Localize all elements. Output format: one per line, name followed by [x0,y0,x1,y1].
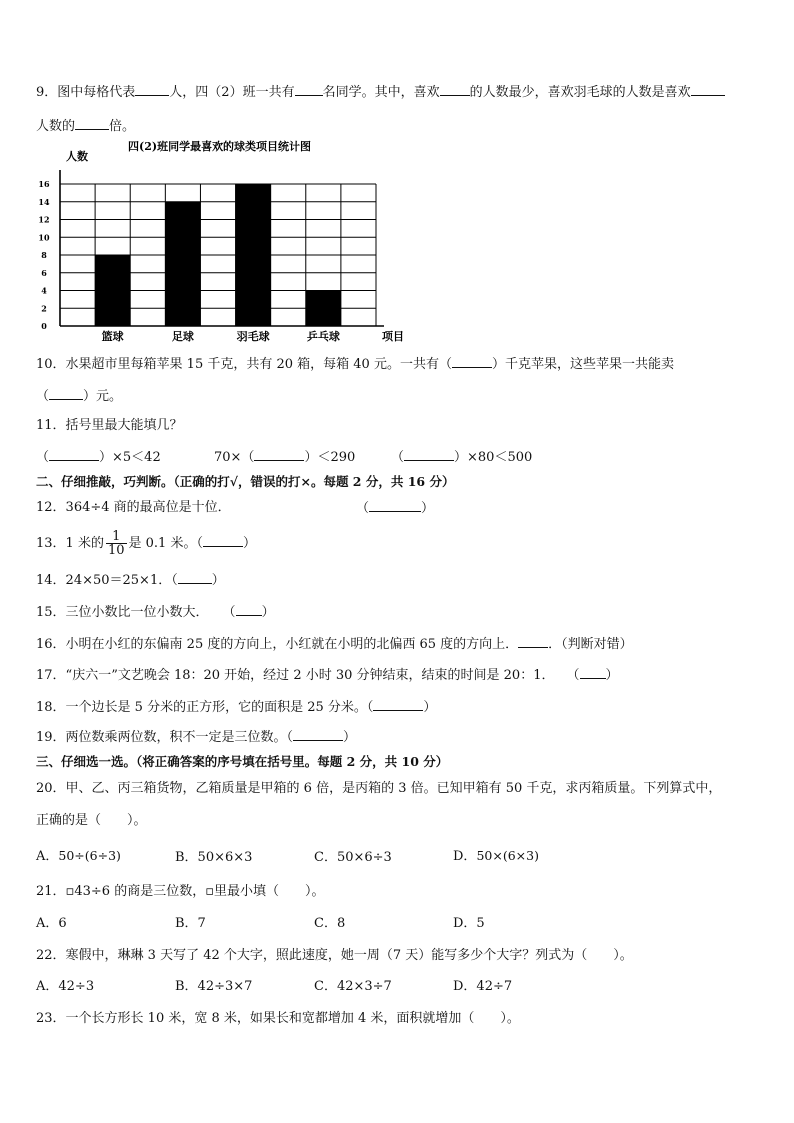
question-11-title: 11．括号里最大能填几？ [36,418,183,433]
y-axis-label: 人数 [66,150,88,163]
x-tick-label: 篮球 [101,330,124,343]
question-20-line-1: 20．甲、乙、丙三箱货物，乙箱质量是甲箱的 6 倍，是丙箱的 3 倍。已知甲箱有 50 千克，求丙箱质量。下列算式中， [36,781,722,796]
question-20-line-2: 正确的是（ ）。 [36,813,147,828]
question-15: 15．三位小数比一位小数大． （ ） [36,605,275,620]
x-tick-label: 足球 [171,330,194,343]
y-tick-label: 4 [41,285,47,296]
y-tick-label: 12 [38,214,50,225]
bar-3 [236,184,271,326]
y-tick-label: 2 [41,303,47,314]
question-9-line-1: 9．图中每格代表 人，四（2）班一共有 名同学。其中，喜欢 的人数最少，喜欢羽毛球的人数是喜欢 [36,84,725,101]
answer-blank[interactable] [75,118,109,130]
answer-blank[interactable] [203,535,243,547]
answer-blank[interactable] [369,500,421,512]
y-tick-label: 8 [41,250,47,260]
question-11-item-c: （ ）×80＜500 [391,450,533,465]
answer-blank[interactable] [691,84,725,96]
question-23: 23．一个长方形长 10 米，宽 8 米，如果长和宽都增加 4 米，面积就增加（ ）。 [36,1011,520,1026]
q22-option-c[interactable]: C．42×3÷7 [314,979,392,994]
question-10-line-1: 10．水果超市里每箱苹果 15 千克，共有 20 箱，每箱 40 元。一共有（ ）千克苹果，这些苹果一共能卖 [36,357,674,372]
question-12-answer: （ ） [356,501,435,516]
answer-blank[interactable] [293,729,343,741]
question-18: 18．一个边长是 5 分米的正方形，它的面积是 25 分米。（ ） [36,700,437,715]
bar-chart [30,136,410,346]
q22-option-a[interactable]: A．42÷3 [36,979,95,994]
q21-option-a[interactable]: A．6 [36,916,67,931]
question-10-line-2: （ ）元。 [36,389,123,404]
answer-blank[interactable] [135,84,169,96]
answer-blank[interactable] [580,667,606,679]
question-11-item-b: 70×（ ）＜290 [214,450,356,465]
y-tick-label: 16 [38,179,50,189]
answer-blank[interactable] [440,84,470,96]
answer-blank[interactable] [49,388,83,400]
question-12: 12．364÷4 商的最高位是十位． [36,500,231,515]
x-tick-label: 羽毛球 [236,330,270,343]
question-13: 13．1 米的 $\frac{1}{10}$ 是 0.1 米。（ ） [36,529,256,558]
answer-blank[interactable] [373,699,423,711]
answer-blank[interactable] [49,449,99,461]
fraction-one-tenth: $\frac{1}{10}$ [107,529,125,558]
bar-4 [306,291,341,327]
q20-option-b[interactable]: B．50×6×3 [175,850,253,865]
question-14: 14．24×50＝25×1．（ ） [36,573,225,588]
question-11-item-a: （ ）×5＜42 [36,450,161,465]
q20-option-c[interactable]: C．50×6÷3 [314,850,392,865]
answer-blank[interactable] [236,604,262,616]
y-tick-label: 0 [41,321,47,331]
question-19: 19．两位数乘两位数，积不一定是三位数。（ ） [36,730,357,745]
q22-option-d[interactable]: D．42÷7 [453,979,513,994]
q20-option-d[interactable]: D．50×(6×3) [453,848,539,864]
y-tick-label: 10 [38,232,50,243]
answer-blank[interactable] [254,449,304,461]
x-axis-label: 项目 [382,330,404,343]
y-tick-label: 6 [41,267,47,278]
section-3-heading: 三、仔细选一选。（将正确答案的序号填在括号里。每题 2 分，共 10 分） [36,754,449,769]
question-16: 16．小明在小红的东偏南 25 度的方向上，小红就在小明的北偏西 65 度的方向上． ．（判断对错） [36,637,633,652]
question-9-line-2: 人数的 倍。 [36,119,136,134]
answer-blank[interactable] [295,84,323,96]
question-17: 17．“庆六一”文艺晚会 18：20 开始，经过 2 小时 30 分钟结束，结束的时间是 20：1． （ ） [36,668,619,683]
chart-title: 四(2)班同学最喜欢的球类项目统计图 [128,140,312,153]
answer-blank[interactable] [452,356,492,368]
y-tick-label: 14 [38,196,50,207]
question-21: 21．▫43÷6 的商是三位数，▫里最小填（ ）。 [36,884,325,899]
question-22: 22．寒假中，琳琳 3 天写了 42 个大字，照此速度，她一周（7 天）能写多少个大字？列式为（ ）。 [36,948,633,963]
q21-option-d[interactable]: D．5 [453,916,485,931]
answer-blank[interactable] [404,449,454,461]
q20-option-a[interactable]: A．50÷(6÷3) [36,848,121,864]
q21-option-b[interactable]: B．7 [175,916,206,931]
section-2-heading: 二、仔细推敲，巧判断。（正确的打√，错误的打×。每题 2 分，共 16 分） [36,474,455,489]
q21-option-c[interactable]: C．8 [314,916,346,931]
answer-blank[interactable] [178,572,212,584]
q22-option-b[interactable]: B．42÷3×7 [175,979,253,994]
bar-1 [95,255,130,326]
bar-2 [165,202,200,326]
answer-blank[interactable] [518,636,548,648]
x-tick-label: 乒乓球 [306,330,340,343]
